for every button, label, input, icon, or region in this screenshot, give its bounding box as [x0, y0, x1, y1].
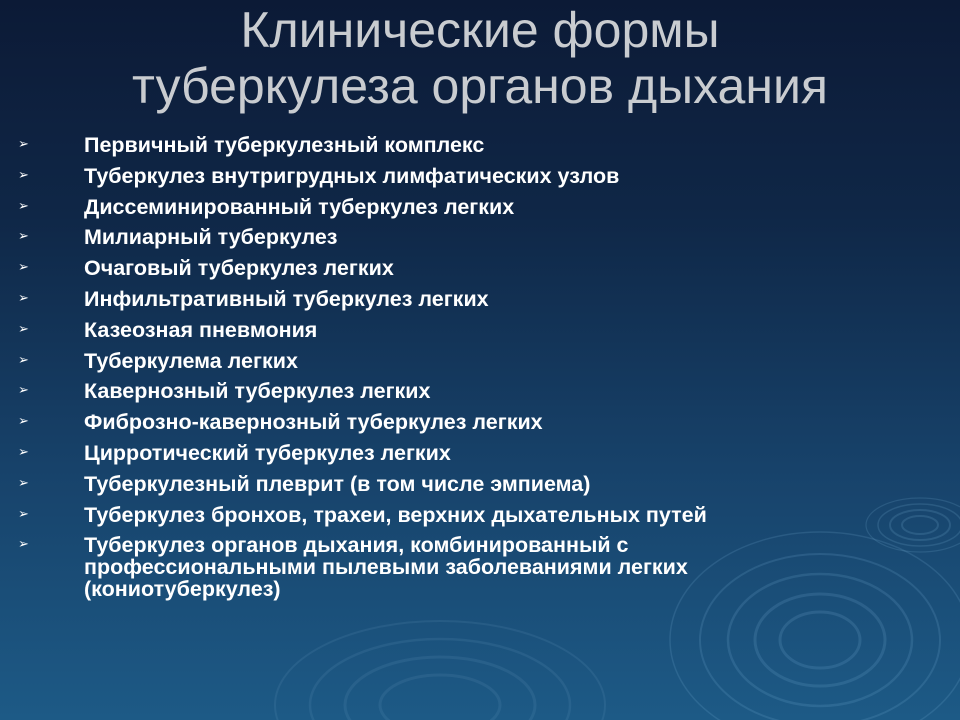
list-item-text: Фиброзно-кавернозный туберкулез легких	[84, 410, 543, 435]
list-item-text: Первичный туберкулезный комплекс	[84, 133, 485, 157]
list-item-text: Туберкулез внутригрудных лимфатических узлов	[84, 163, 620, 188]
arrow-bullet-icon: ➢	[18, 136, 29, 151]
list-item-text: Кавернозный туберкулез легких	[84, 379, 431, 404]
list-item	[18, 473, 918, 495]
list-item	[18, 257, 918, 279]
arrow-bullet-icon: ➢	[18, 413, 29, 429]
list-item-text: Милиарный туберкулез	[84, 225, 338, 250]
list-item-text: Казеозная пневмония	[84, 317, 318, 342]
list-item-text-line: (кониотуберкулез)	[84, 577, 281, 602]
list-item	[18, 504, 918, 526]
list-item	[18, 380, 918, 402]
arrow-bullet-icon: ➢	[18, 320, 29, 336]
list-item-text: Туберкулема легких	[84, 348, 298, 373]
arrow-bullet-icon: ➢	[18, 474, 29, 490]
slide-title	[0, 2, 960, 114]
arrow-bullet-icon: ➢	[18, 289, 29, 305]
list-item-text: Туберкулезный плеврит (в том числе эмпиема)	[84, 471, 591, 496]
list-item-text: Туберкулез бронхов, трахеи, верхних дыхательных путей	[84, 502, 707, 527]
list-item	[18, 226, 918, 248]
list-item	[18, 319, 918, 341]
arrow-bullet-icon: ➢	[18, 351, 29, 367]
list-item	[18, 350, 918, 372]
arrow-bullet-icon: ➢	[18, 197, 29, 213]
list-item	[18, 288, 918, 310]
arrow-bullet-icon: ➢	[18, 536, 29, 552]
arrow-bullet-icon: ➢	[18, 259, 29, 275]
arrow-bullet-icon: ➢	[18, 505, 29, 521]
list-item	[18, 165, 918, 187]
list-item	[18, 442, 918, 464]
list-item	[18, 196, 918, 218]
forms-list	[18, 134, 918, 609]
list-item-text: Цирротический туберкулез легких	[84, 440, 451, 465]
arrow-bullet-icon: ➢	[18, 228, 29, 244]
list-item-text-line: профессиональными пылевыми заболеваниями легких	[84, 555, 688, 580]
list-item-text: Диссеминированный туберкулез легких	[84, 194, 515, 219]
slide-title-line: Клинические формы	[240, 2, 720, 58]
list-item-text: Инфильтративный туберкулез легких	[84, 286, 489, 311]
list-item-text-line: Туберкулез органов дыхания, комбинированный с	[84, 533, 629, 558]
arrow-bullet-icon: ➢	[18, 166, 29, 182]
list-item	[18, 411, 918, 433]
list-item	[18, 534, 918, 600]
list-item	[18, 134, 918, 156]
arrow-bullet-icon: ➢	[18, 443, 29, 459]
list-item-text: Очаговый туберкулез легких	[84, 256, 394, 281]
slide-title-line: туберкулеза органов дыхания	[132, 58, 828, 114]
arrow-bullet-icon: ➢	[18, 382, 29, 398]
